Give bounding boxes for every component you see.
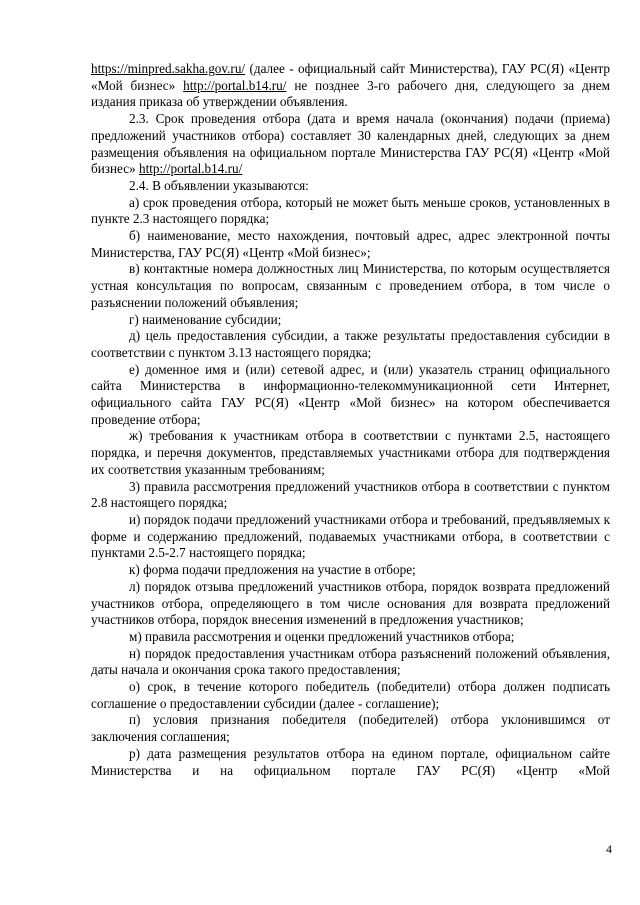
paragraph-continuation: [91, 61, 610, 111]
paragraph-text: о) срок, в течение которого победитель (победители) отбора должен подписать соглашение о предоставлении субсидии (далее - соглашение);: [91, 679, 610, 711]
url-link[interactable]: http://portal.b14.ru/: [138, 161, 243, 177]
paragraph: [91, 679, 610, 712]
paragraph: [91, 562, 610, 579]
paragraph-text: и) порядок подачи предложений участниками отбора и требований, предъявляемых к форме и содержанию предложений, подаваемых участниками отбора, в соответствии с пунктами 2.5-2.7 настоящего порядка;: [91, 511, 610, 561]
paragraph-text: м) правила рассмотрения и оценки предложений участников отбора;: [129, 628, 515, 644]
paragraph: [91, 362, 610, 429]
paragraph-text: б) наименование, место нахождения, почтовый адрес, адрес электронной почты Министерства, ГАУ РС(Я) «Центр «Мой бизнес»;: [91, 228, 610, 260]
paragraph: [91, 312, 610, 329]
paragraph: [91, 629, 610, 646]
paragraph: [91, 195, 610, 228]
paragraph-text: л) порядок отзыва предложений участников отбора, порядок возврата предложений участников отбора, определяющего в том числе основания для возврата предложений участников отбора, порядок внесения изменений в предложения участников;: [91, 578, 610, 628]
paragraph-text: н) порядок предоставления участникам отбора разъяснений положений объявления, даты начала и окончания срока такого предоставления;: [91, 645, 610, 678]
paragraph: [91, 646, 610, 679]
paragraph-text: г) наименование субсидии;: [129, 311, 282, 327]
paragraph: [91, 111, 610, 178]
paragraph: [91, 328, 610, 361]
paragraph-text: д) цель предоставления субсидии, а также результаты предоставления субсидии в соответствии с пунктом 3.13 настоящего порядка;: [91, 328, 610, 360]
paragraph: [91, 428, 610, 478]
paragraph-text: е) доменное имя и (или) сетевой адрес, и (или) указатель страниц официального сайта Министерства в информационно-телекоммуникационной сети Интернет, официального сайта ГАУ РС(Я) «Центр «Мой бизнес» на котором обеспечивается проведение отбора;: [91, 361, 610, 427]
paragraph-text: ж) требования к участникам отбора в соответствии с пунктами 2.5, настоящего порядка, и перечня документов, представляемых участниками отбора для подтверждения их соответствия указанным требованиям;: [91, 428, 610, 477]
paragraph: [91, 479, 610, 512]
url-link[interactable]: https://minpred.sakha.gov.ru/: [91, 61, 246, 76]
paragraph: [91, 228, 610, 261]
paragraph-text: не позднее 3-го рабочего дня, следующего за днем издания приказа об утверждении объявления.: [91, 77, 611, 110]
paragraph: [91, 261, 610, 311]
paragraph: [91, 512, 610, 562]
paragraph-text: р) дата размещения результатов отбора на едином портале, официальном сайте Министерства и на официальном портале ГАУ РС(Я) «Центр «Мой: [91, 745, 610, 778]
url-link[interactable]: http://portal.b14.ru/: [183, 77, 287, 93]
paragraph-text: п) условия признания победителя (победителей) отбора уклонившимся от заключения соглашения;: [91, 712, 610, 745]
paragraph: [91, 178, 610, 195]
paragraph-text: 2.4. В объявлении указываются:: [129, 177, 309, 193]
paragraph-text: к) форма подачи предложения на участие в отборе;: [129, 562, 416, 578]
page-number: 4: [606, 842, 612, 856]
paragraph-text: а) срок проведения отбора, который не может быть меньше сроков, установленных в пункте 2.3 настоящего порядка;: [91, 194, 610, 227]
document-body: [91, 61, 610, 779]
paragraph-text: в) контактные номера должностных лиц Министерства, по которым осуществляется устная консультация по вопросам, связанным с проведением отбора, в том числе о разъяснении положений объявления;: [91, 261, 610, 310]
paragraph: [91, 579, 610, 629]
paragraph: [91, 712, 610, 745]
paragraph: [91, 746, 610, 779]
paragraph-text: 3) правила рассмотрения предложений участников отбора в соответствии с пунктом 2.8 настоящего порядка;: [91, 478, 610, 511]
paragraph-text: 2.3. Срок проведения отбора (дата и время начала (окончания) подачи (приема) предложений участников отбора) составляет 30 календарных дней, следующих за днем размещения объявления на официальном портале Министерства ГАУ РС(Я) «Центр «Мой бизнес»: [91, 111, 610, 177]
paragraph-text: (далее - официальный сайт Министерства), ГАУ РС(Я) «Центр «Мой бизнес»: [91, 61, 610, 93]
